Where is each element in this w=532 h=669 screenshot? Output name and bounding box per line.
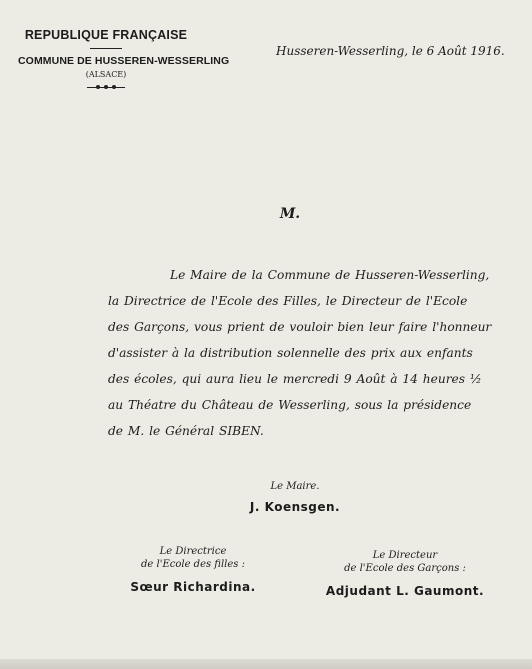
- dateline: Husseren-Wesserling, le 6 Août 1916.: [276, 44, 505, 58]
- body-line: d'assister à la distribution solennelle des prix aux enfants: [108, 346, 473, 360]
- body-line: la Directrice de l'Ecole des Filles, le Directeur de l'Ecole: [108, 294, 468, 308]
- directeur-school: de l'Ecole des Garçons :: [344, 563, 466, 574]
- maire-title: Le Maire.: [270, 481, 320, 492]
- body-line: des écoles, qui aura lieu le mercredi 9 Août à 14 heures ½: [108, 372, 482, 386]
- directeur-name: Adjudant L. Gaumont.: [325, 584, 485, 598]
- body-line: Le Maire de la Commune de Husseren-Wesserling,: [170, 268, 490, 282]
- maire-signature-block: [230, 480, 360, 514]
- commune-heading: COMMUNE DE HUSSEREN-WESSERLING: [18, 55, 230, 67]
- republic-heading: REPUBLIQUE FRANÇAISE: [24, 28, 188, 42]
- salutation: M.: [279, 206, 301, 222]
- maire-name: J. Koensgen.: [249, 500, 341, 514]
- ornament-divider: [87, 85, 125, 89]
- divider-rule: [90, 48, 122, 49]
- directrice-school: de l'Ecole des filles :: [141, 559, 245, 570]
- directrice-name: Sœur Richardina.: [130, 580, 256, 594]
- directeur-title: Le Directeur: [372, 550, 438, 561]
- directrice-signature-block: [108, 545, 278, 594]
- body-line: des Garçons, vous prient de vouloir bien leur faire l'honneur: [108, 320, 492, 334]
- letterhead: [18, 28, 230, 89]
- directrice-title: Le Directrice: [159, 546, 227, 557]
- body-line: au Théatre du Château de Wesserling, sous la présidence: [108, 398, 472, 412]
- body-line: de M. le Général SIBEN.: [108, 424, 264, 438]
- invitation-body: [108, 262, 500, 444]
- directeur-signature-block: [320, 549, 490, 598]
- region-label: (ALSACE): [85, 70, 127, 79]
